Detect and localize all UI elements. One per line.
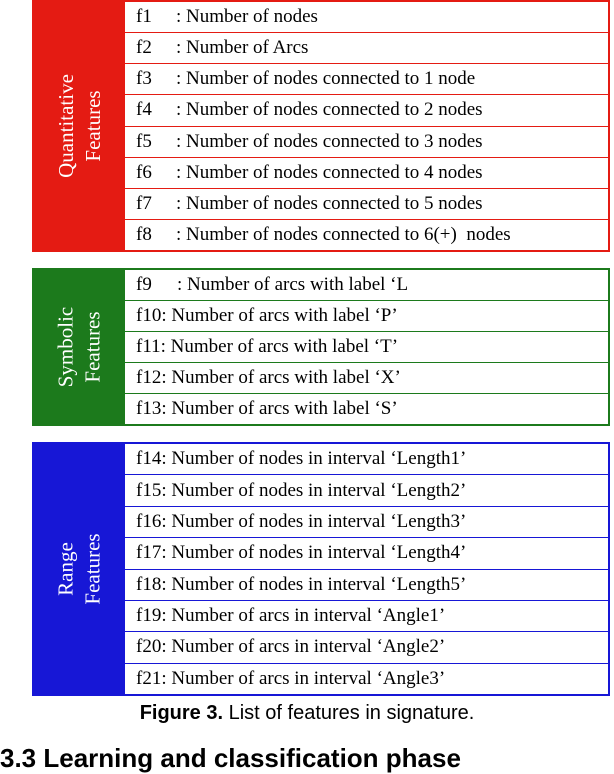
feature-id: f20 [136,636,162,658]
feature-description: : Number of nodes connected to 5 nodes [176,192,483,214]
feature-id: f16 [136,510,162,532]
label-line-1: Symbolic [53,306,78,388]
feature-description: : Number of nodes connected to 2 nodes [176,99,483,121]
feature-description: : Number of Arcs [176,37,309,59]
feature-id: f7 [136,192,152,214]
feature-id: f2 [136,37,152,59]
label-line-2: Features [80,311,105,383]
feature-description: : Number of nodes connected to 3 nodes [176,130,483,152]
feature-id: f4 [136,99,152,121]
feature-description: : Number of nodes [176,6,318,28]
feature-id: f3 [136,68,152,90]
feature-row [125,332,608,363]
feature-description: : Number of nodes connected to 1 node [176,68,476,90]
range-feature-list [125,444,608,694]
feature-id: f18 [136,573,162,595]
feature-description: : Number of nodes in interval ‘Length1’ [161,448,467,470]
label-line-1: Range [53,542,78,596]
feature-row [125,127,608,158]
feature-description: : Number of nodes in interval ‘Length4’ [161,542,467,564]
feature-row [125,570,608,601]
feature-description: : Number of arcs in interval ‘Angle2’ [161,636,446,658]
feature-description: : Number of arcs with label ‘P’ [161,305,398,326]
feature-id: f19 [136,605,162,627]
feature-row [125,394,608,424]
feature-id: f9 [136,274,152,295]
feature-description: : Number of nodes in interval ‘Length5’ [161,573,467,595]
label-line-2: Features [80,533,105,605]
figure-label: Figure 3. [139,702,224,724]
feature-description: : Number of arcs with label ‘L [177,274,409,295]
range-features-group [32,442,610,696]
feature-description: : Number of arcs with label ‘X’ [161,367,401,388]
feature-row [125,507,608,538]
feature-row [125,2,608,33]
quantitative-features-group [32,0,610,252]
feature-description: : Number of nodes connected to 4 nodes [176,161,483,183]
symbolic-features-group [32,268,610,426]
feature-id: f6 [136,161,152,183]
feature-description: : Number of nodes in interval ‘Length3’ [161,510,467,532]
caption-text: List of features in signature. [223,702,475,724]
feature-row [125,664,608,694]
feature-row [125,158,608,189]
range-features-label [34,444,125,694]
label-line-1: Quantitative [53,74,78,178]
feature-row [125,538,608,569]
feature-row [125,189,608,220]
feature-row [125,444,608,475]
feature-description: : Number of nodes connected to 6(+) nodes [176,223,511,245]
feature-row [125,64,608,95]
feature-id: f14 [136,448,162,470]
feature-row [125,632,608,663]
feature-description: : Number of arcs in interval ‘Angle3’ [161,667,446,689]
feature-id: f17 [136,542,162,564]
feature-id: f15 [136,479,162,501]
feature-id: f13 [136,398,162,419]
feature-row [125,301,608,332]
figure-caption [0,702,614,725]
feature-id: f8 [136,223,152,245]
section-heading: 3.3 Learning and classification phase [0,743,461,773]
feature-row [125,33,608,64]
feature-description: : Number of arcs in interval ‘Angle1’ [161,605,446,627]
feature-id: f5 [136,130,152,152]
feature-id: f21 [136,667,162,689]
feature-id: f1 [136,6,152,28]
feature-row [125,475,608,506]
feature-description: : Number of nodes in interval ‘Length2’ [161,479,467,501]
symbolic-features-label [34,270,125,424]
label-line-2: Features [80,90,105,162]
symbolic-feature-list [125,270,608,424]
quantitative-feature-list [125,2,608,250]
feature-id: f11 [136,336,161,357]
feature-row [125,363,608,394]
feature-id: f10 [136,305,162,326]
feature-description: : Number of arcs with label ‘S’ [161,398,398,419]
quantitative-features-label [34,2,125,250]
feature-id: f12 [136,367,162,388]
feature-row [125,601,608,632]
feature-row [125,270,608,301]
feature-row [125,220,608,250]
feature-row [125,95,608,126]
feature-description: : Number of arcs with label ‘T’ [160,336,399,357]
